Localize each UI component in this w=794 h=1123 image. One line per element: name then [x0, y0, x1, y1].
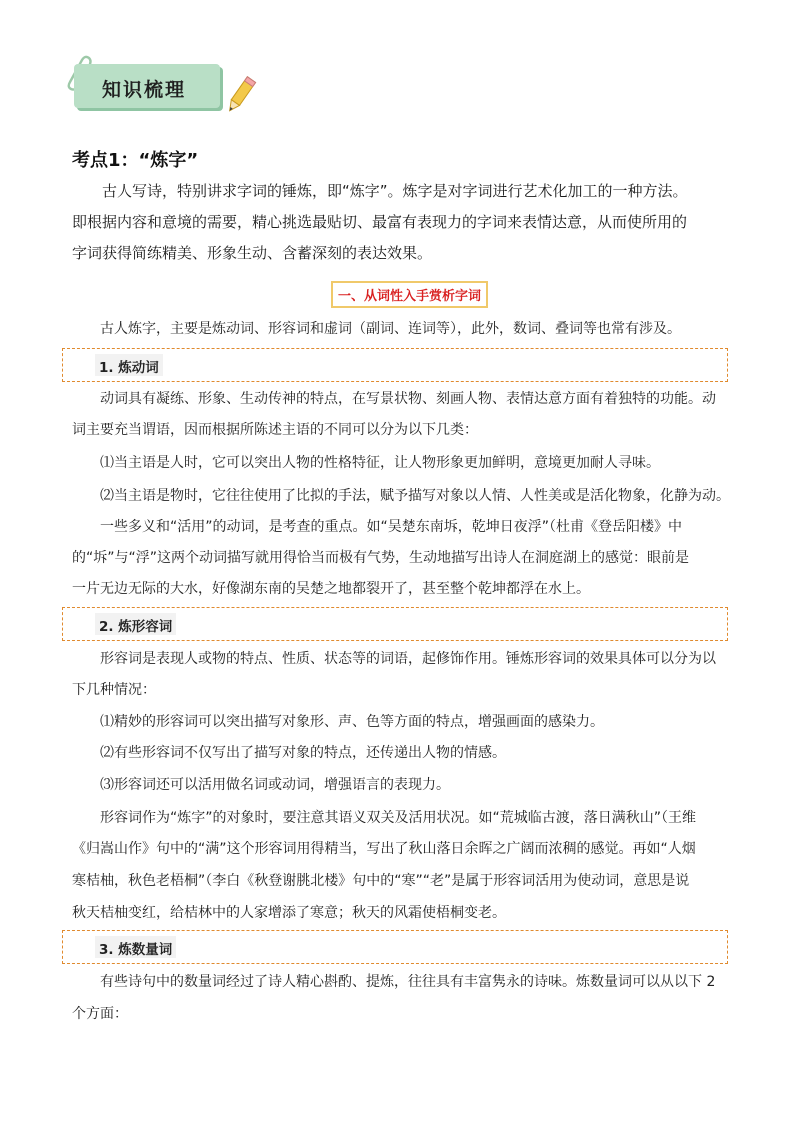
verbs-line: 动词具有凝练、形象、生动传神的特点，在写景状物、刻画人物、表情达意方面有着独特的功能。动: [100, 391, 716, 407]
subheading-numerals: 3. 炼数量词: [99, 942, 173, 958]
subheading-adjectives: 2. 炼形容词: [99, 619, 173, 635]
verbs-line: 的“坼”与“浮”这两个动词描写就用得恰当而极有气势，生动地描写出诗人在洞庭湖上的感觉：眼前是: [72, 550, 690, 566]
verbs-item-1: ⑴当主语是人时，它可以突出人物的性格特征，让人物形象更加鲜明，意境更加耐人寻味。: [100, 455, 660, 471]
section-one-intro: 古人炼字，主要是炼动词、形容词和虚词（副词、连词等），此外，数词、叠词等也常有涉及。: [100, 321, 681, 337]
adjectives-item-3: ⑶形容词还可以活用做名词或动词，增强语言的表现力。: [100, 777, 450, 793]
adjectives-item-2: ⑵有些形容词不仅写出了描写对象的特点，还传递出人物的情感。: [100, 745, 506, 761]
subheading-verbs: 1. 炼动词: [99, 360, 159, 376]
verbs-line: 一些多义和“活用”的动词，是考查的重点。如“吴楚东南坼，乾坤日夜浮”（杜甫《登岳阳楼》中: [100, 519, 683, 535]
adjectives-item-1: ⑴精妙的形容词可以突出描写对象形、声、色等方面的特点，增强画面的感染力。: [100, 714, 604, 730]
adjectives-line: 形容词作为“炼字”的对象时，要注意其语义双关及活用状况。如“荒城临古渡，落日满秋山”（王维: [100, 810, 697, 826]
adjectives-line: 《归嵩山作》句中的“满”这个形容词用得精当，写出了秋山落日余晖之广阔而浓稠的感觉。再如“人烟: [72, 841, 696, 857]
intro-line: 古人写诗，特别讲求字词的锤炼，即“炼字”。炼字是对字词进行艺术化加工的一种方法。: [102, 182, 688, 200]
intro-line: 字词获得简练精美、形象生动、含蓄深刻的表达效果。: [72, 244, 433, 262]
intro-paragraph: [72, 176, 732, 269]
subheading-box-adjectives: [62, 607, 728, 641]
numerals-line: 有些诗句中的数量词经过了诗人精心斟酌、提炼，往往具有丰富隽永的诗味。炼数量词可以从以下 2: [100, 974, 716, 990]
intro-line: 即根据内容和意境的需要，精心挑选最贴切、最富有表现力的字词来表情达意，从而使所用的: [72, 213, 688, 231]
section-header-badge: [74, 56, 264, 126]
subheading-box-numerals: [62, 930, 728, 964]
numerals-line: 个方面：: [72, 1006, 128, 1022]
adjectives-line: 下几种情况：: [72, 682, 156, 698]
adjectives-line: 秋天桔柚变红，给桔林中的人家增添了寒意；秋天的风霜使梧桐变老。: [72, 905, 506, 921]
badge-title: 知识梳理: [102, 79, 187, 101]
section-one-title: 一、从词性入手赏析字词: [331, 281, 488, 308]
verbs-line: 词主要充当谓语，因而根据所陈述主语的不同可以分为以下几类：: [72, 422, 478, 438]
verbs-item-2: ⑵当主语是物时，它往往使用了比拟的手法，赋予描写对象以人情、人性美或是活化物象，化静为动。: [100, 488, 730, 504]
adjectives-line: 形容词是表现人或物的特点、性质、状态等的词语，起修饰作用。锤炼形容词的效果具体可以分为以: [100, 651, 716, 667]
kaodian-title: 考点1：“炼字”: [72, 150, 199, 171]
pencil-icon: [222, 74, 258, 118]
adjectives-line: 寒桔柚，秋色老梧桐”（李白《秋登谢朓北楼》句中的“寒”“老”是属于形容词活用为使动词，意思是说: [72, 873, 690, 889]
verbs-line: 一片无边无际的大水，好像湖东南的吴楚之地都裂开了，甚至整个乾坤都浮在水上。: [72, 581, 590, 597]
subheading-box-verbs: [62, 348, 728, 382]
